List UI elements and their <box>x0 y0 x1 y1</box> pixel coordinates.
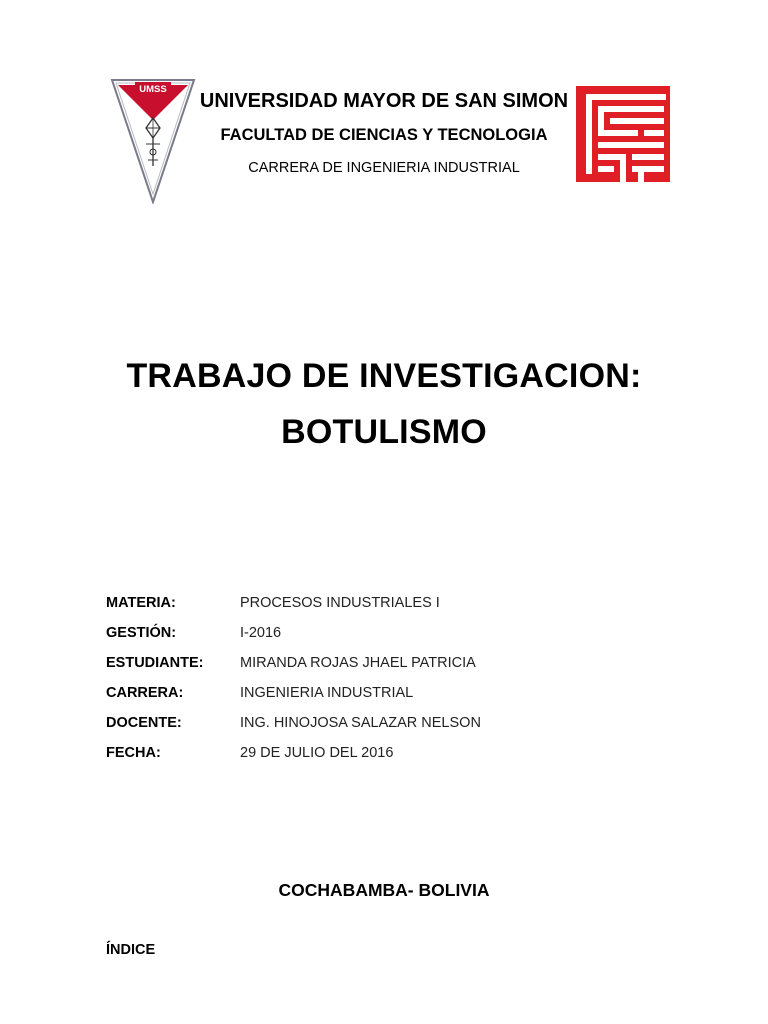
umss-logo-text: UMSS <box>139 84 167 95</box>
info-label: MATERIA: <box>106 595 176 611</box>
city-country: COCHABAMBA- BOLIVIA <box>278 880 490 900</box>
info-label: CARRERA: <box>106 685 184 701</box>
info-label: ESTUDIANTE: <box>106 655 204 671</box>
index-heading: ÍNDICE <box>106 942 156 958</box>
career-name: CARRERA DE INGENIERIA INDUSTRIAL <box>248 160 520 176</box>
info-row-carrera <box>106 682 666 712</box>
info-value: I-2016 <box>240 625 282 641</box>
info-label: FECHA: <box>106 745 161 761</box>
info-label: DOCENTE: <box>106 715 182 731</box>
info-row-gestion <box>106 622 666 652</box>
info-value: ING. HINOJOSA SALAZAR NELSON <box>240 715 481 731</box>
info-value: 29 DE JULIO DEL 2016 <box>240 745 394 761</box>
info-table <box>106 592 666 772</box>
faculty-name: FACULTAD DE CIENCIAS Y TECNOLOGIA <box>220 126 548 144</box>
info-value: PROCESOS INDUSTRIALES I <box>240 595 440 611</box>
document-title-line1: TRABAJO DE INVESTIGACION: <box>126 357 642 395</box>
info-row-fecha <box>106 742 666 772</box>
info-row-materia <box>106 592 666 622</box>
info-label: GESTIÓN: <box>106 625 177 641</box>
document-title-line2: BOTULISMO <box>281 413 487 451</box>
info-row-docente <box>106 712 666 742</box>
info-value: INGENIERIA INDUSTRIAL <box>240 685 414 701</box>
info-row-estudiante <box>106 652 666 682</box>
university-name: UNIVERSIDAD MAYOR DE SAN SIMON <box>199 90 569 112</box>
info-value: MIRANDA ROJAS JHAEL PATRICIA <box>240 655 476 671</box>
